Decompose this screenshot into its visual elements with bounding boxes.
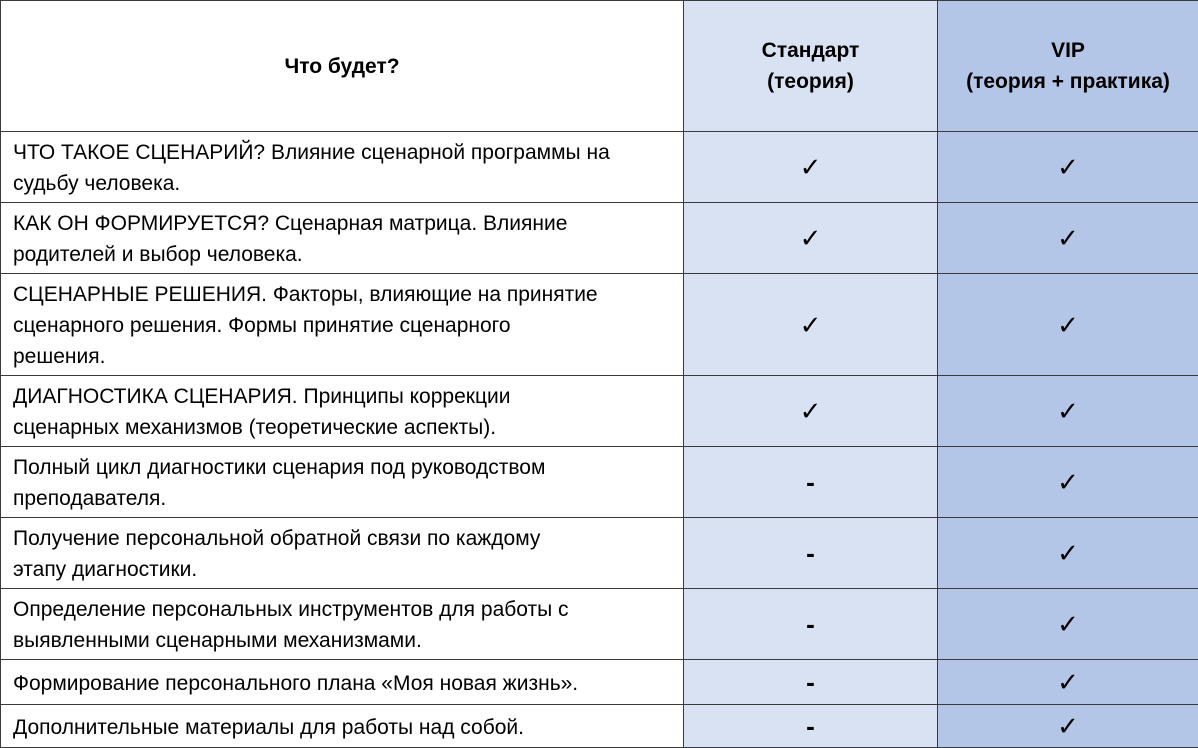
- feature-text-line: Определение персональных инструментов для работы с: [13, 594, 673, 625]
- standard-cell: [684, 660, 938, 705]
- checkmark-icon: ✓: [1057, 667, 1079, 697]
- header-standard-name: Стандарт: [684, 35, 937, 66]
- checkmark-icon: ✓: [1057, 152, 1079, 182]
- checkmark-icon: ✓: [800, 152, 822, 182]
- feature-text-line: сценарного решения. Формы принятие сценарного: [13, 310, 673, 341]
- standard-cell: [684, 705, 938, 748]
- vip-cell: [938, 660, 1198, 705]
- checkmark-icon: ✓: [1057, 538, 1079, 568]
- standard-cell: [684, 274, 938, 376]
- checkmark-icon: ✓: [1057, 609, 1079, 639]
- feature-cell: [1, 660, 684, 705]
- table-row: [1, 203, 1198, 274]
- table-row: [1, 447, 1198, 518]
- dash-mark: -: [806, 711, 815, 741]
- feature-text-line: СЦЕНАРНЫЕ РЕШЕНИЯ. Факторы, влияющие на принятие: [13, 279, 673, 310]
- checkmark-icon: ✓: [1057, 711, 1079, 741]
- checkmark-icon: ✓: [1057, 223, 1079, 253]
- feature-cell: [1, 518, 684, 589]
- checkmark-icon: ✓: [1057, 396, 1079, 426]
- vip-cell: [938, 705, 1198, 748]
- feature-text-line: ДИАГНОСТИКА СЦЕНАРИЯ. Принципы коррекции: [13, 381, 673, 412]
- table-row: [1, 518, 1198, 589]
- table-row: [1, 274, 1198, 376]
- standard-cell: [684, 203, 938, 274]
- standard-cell: [684, 376, 938, 447]
- table-row: [1, 589, 1198, 660]
- checkmark-icon: ✓: [800, 223, 822, 253]
- standard-cell: [684, 132, 938, 203]
- header-row: [1, 1, 1198, 132]
- feature-text-line: судьбу человека.: [13, 168, 673, 199]
- feature-text-line: родителей и выбор человека.: [13, 239, 673, 270]
- checkmark-icon: ✓: [1057, 310, 1079, 340]
- checkmark-icon: ✓: [800, 396, 822, 426]
- vip-cell: [938, 518, 1198, 589]
- feature-text-line: Формирование персонального плана «Моя новая жизнь».: [13, 668, 673, 699]
- standard-cell: [684, 518, 938, 589]
- feature-text-line: Получение персональной обратной связи по каждому: [13, 523, 673, 554]
- header-vip-subtitle: (теория + практика): [938, 66, 1198, 97]
- standard-cell: [684, 589, 938, 660]
- feature-text-line: КАК ОН ФОРМИРУЕТСЯ? Сценарная матрица. Влияние: [13, 208, 673, 239]
- dash-mark: -: [806, 467, 815, 497]
- dash-mark: -: [806, 667, 815, 697]
- table-body: [1, 132, 1198, 748]
- vip-cell: [938, 447, 1198, 518]
- vip-cell: [938, 132, 1198, 203]
- feature-text-line: Дополнительные материалы для работы над собой.: [13, 712, 673, 743]
- checkmark-icon: ✓: [800, 310, 822, 340]
- dash-mark: -: [806, 538, 815, 568]
- feature-cell: [1, 132, 684, 203]
- dash-mark: -: [806, 609, 815, 639]
- header-vip-name: VIP: [938, 35, 1198, 66]
- header-standard-subtitle: (теория): [684, 66, 937, 97]
- standard-cell: [684, 447, 938, 518]
- feature-cell: [1, 274, 684, 376]
- feature-cell: [1, 589, 684, 660]
- header-vip: [938, 1, 1198, 132]
- table-row: [1, 132, 1198, 203]
- table-row: [1, 376, 1198, 447]
- feature-cell: [1, 203, 684, 274]
- table-row: [1, 705, 1198, 748]
- header-feature: [1, 1, 684, 132]
- vip-cell: [938, 376, 1198, 447]
- checkmark-icon: ✓: [1057, 467, 1079, 497]
- vip-cell: [938, 589, 1198, 660]
- feature-cell: [1, 705, 684, 748]
- header-standard: [684, 1, 938, 132]
- feature-text-line: Полный цикл диагностики сценария под руководством: [13, 452, 673, 483]
- vip-cell: [938, 274, 1198, 376]
- feature-text-line: выявленными сценарными механизмами.: [13, 625, 673, 656]
- table-row: [1, 660, 1198, 705]
- feature-text-line: ЧТО ТАКОЕ СЦЕНАРИЙ? Влияние сценарной программы на: [13, 137, 673, 168]
- feature-text-line: сценарных механизмов (теоретические аспекты).: [13, 412, 673, 443]
- feature-cell: [1, 447, 684, 518]
- feature-text-line: преподавателя.: [13, 483, 673, 514]
- feature-text-line: этапу диагностики.: [13, 554, 673, 585]
- feature-cell: [1, 376, 684, 447]
- feature-text-line: решения.: [13, 341, 673, 372]
- vip-cell: [938, 203, 1198, 274]
- header-feature-label: Что будет?: [284, 55, 399, 78]
